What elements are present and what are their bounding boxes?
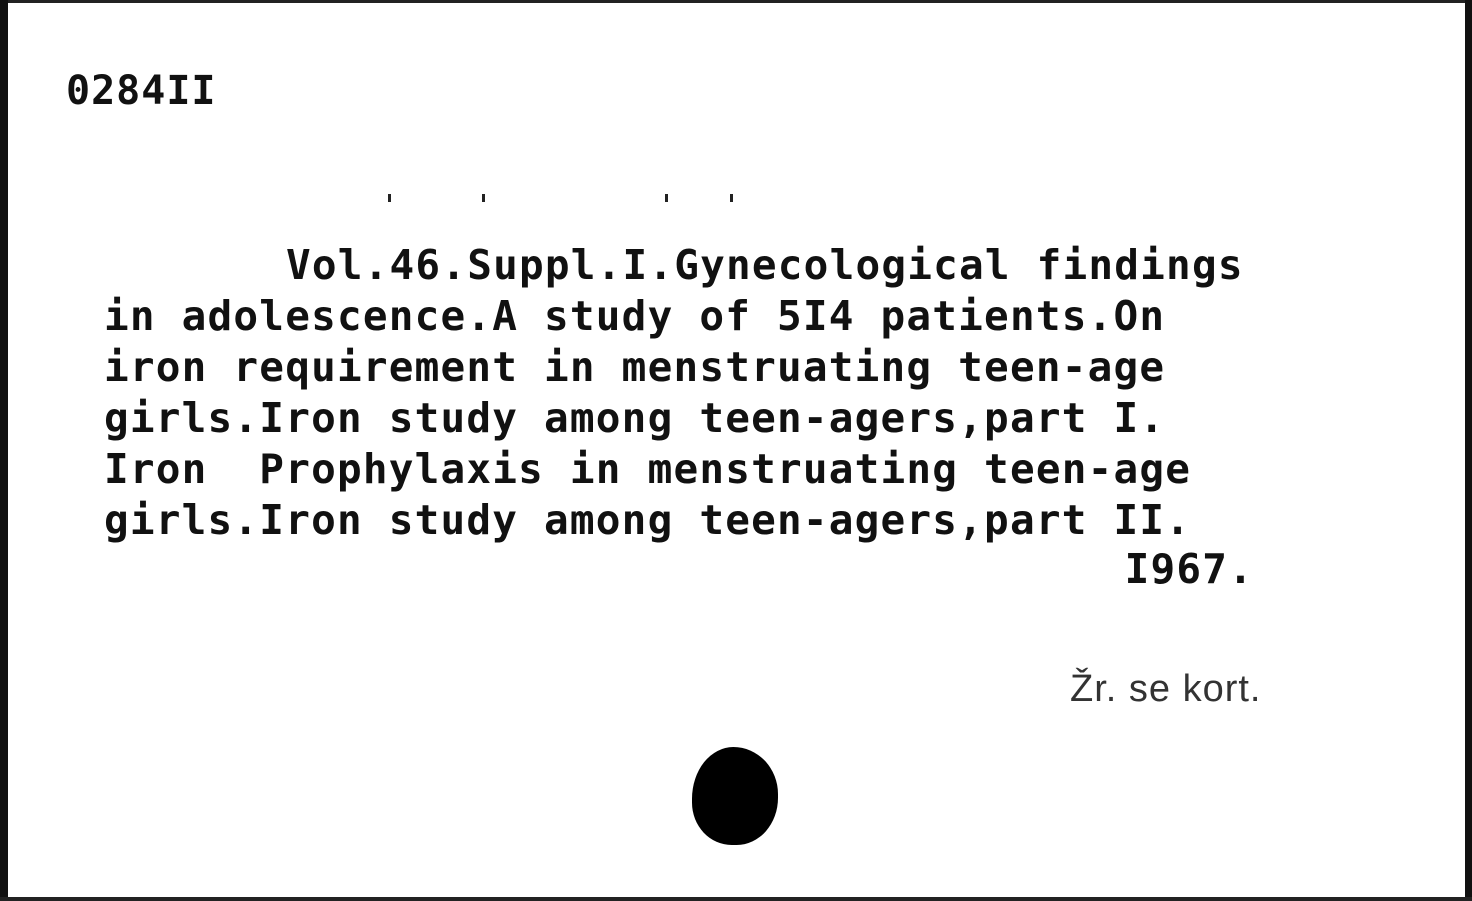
card-edge-right — [1465, 0, 1472, 901]
tab-mark — [665, 194, 668, 202]
tab-mark — [388, 194, 391, 202]
entry-line: girls.Iron study among teen-agers,part II. — [104, 496, 1192, 544]
punch-hole — [692, 747, 778, 845]
tab-mark — [730, 194, 733, 202]
source-stamp: Žr. se kort. — [1070, 668, 1262, 710]
card-edge-left — [0, 0, 8, 901]
publication-year: I967. — [1124, 545, 1254, 593]
tab-mark — [482, 194, 485, 202]
card-edge-bottom — [0, 897, 1472, 901]
call-number: 0284II — [66, 68, 217, 114]
entry-line: iron requirement in menstruating teen-age — [104, 343, 1166, 391]
card-edge-top — [0, 0, 1472, 3]
entry-line: in adolescence.A study of 5I4 patients.On — [104, 292, 1166, 340]
entry-line: girls.Iron study among teen-agers,part I. — [104, 394, 1166, 442]
entry-line: Iron Prophylaxis in menstruating teen-age — [104, 445, 1192, 493]
entry-text — [104, 240, 1434, 546]
entry-line: Vol.46.Suppl.I.Gynecological findings — [286, 241, 1244, 289]
